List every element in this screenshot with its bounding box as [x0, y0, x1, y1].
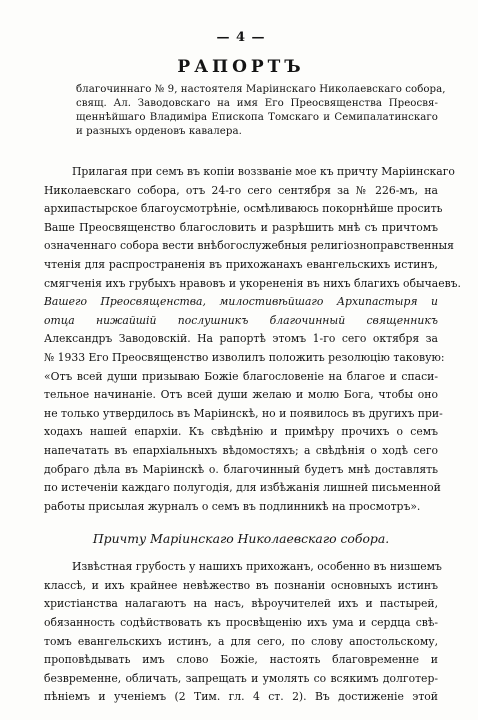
paragraph-line: Прилагая при семъ въ копіи воззваніе мое къ причту Маріинскаго: [72, 165, 455, 178]
paragraph-line: ходахъ нашей епархіи. Къ свѣдѣнію и примѣру прочихъ о семъ: [44, 425, 438, 439]
paragraph-line: Александръ Заводовскій. На рапортѣ этомъ 1-го сего октября за: [44, 332, 438, 346]
section-heading: Причту Маріинскаго Николаевскаго собора.: [92, 531, 390, 547]
subtitle-line: благочиннаго № 9, настоятеля Маріинскаго Николаевскаго собора,: [76, 84, 446, 95]
paragraph-line: добраго дѣла въ Маріинскѣ о. благочинный будетъ мнѣ доставлять: [44, 462, 438, 476]
paragraph-line: напечатать въ епархіальныхъ вѣдомостяхъ; а свѣдѣнія о ходѣ сего: [44, 443, 438, 457]
report-paragraph: [44, 163, 461, 516]
section-line: томъ евангельскихъ истинъ, а для сего, по слову апостольскому,: [44, 634, 438, 648]
subtitle-line: щеннѣйшаго Владиміра Епископа Томскаго и Семипалатинскаго: [76, 112, 438, 123]
paragraph-line: № 1933 Его Преосвященство изволилъ положить резолюцію таковую:: [44, 350, 445, 364]
paragraph-line: Ваше Преосвященство благословить и разрѣшить мнѣ съ причтомъ: [44, 220, 438, 234]
section-line: Извѣстная грубость у нашихъ прихожанъ, особенно въ низшемъ: [72, 560, 442, 574]
subtitle-line: и разныхъ орденовъ кавалера.: [76, 126, 242, 137]
paragraph-line: чтенія для распространенія въ прихожанахъ евангельскихъ истинъ,: [44, 257, 438, 271]
paragraph-line: не только утвердилось въ Маріинскѣ, но и появилось въ другихъ при-: [44, 406, 443, 420]
section-line: проповѣдывать имъ слово Божіе, настоять благовременне и: [44, 653, 438, 667]
section-line: христіанства налагаютъ на насъ, вѣроучителей ихъ и пастырей,: [44, 597, 438, 611]
section-line: пѣніемъ и ученіемъ (2 Тим. гл. 4 ст. 2). Въ достиженіе этой: [44, 690, 438, 704]
subtitle-line: свящ. Ал. Заводовскаго на имя Его Преосвященства Преосвя-: [76, 98, 438, 109]
section-line: безвременне, обличать, запрещать и умолять со всякимъ долготер-: [44, 671, 438, 685]
paragraph-line: по истеченіи каждаго полугодія, для избѣжанія лишней письменной: [44, 481, 441, 495]
paragraph-line: «Отъ всей души призываю Божіе благословеніе на благое и спаси-: [44, 369, 438, 383]
paragraph-line: архипастырское благоусмотрѣніе, осмѣливаюсь покорнѣйше просить: [44, 202, 443, 216]
document-title: РАПОРТЪ: [177, 57, 305, 77]
paragraph-line: означеннаго собора вести внѣбогослужебныя религіозноправственныя: [44, 239, 454, 253]
section-paragraph: [44, 558, 442, 707]
paragraph-line: тельное начинаніе. Отъ всей души желаю и молю Бога, чтобы оно: [44, 388, 438, 402]
section-line: обязанность содѣйствовать къ просвѣщенію ихъ ума и сердца свѣ-: [44, 616, 438, 630]
page-number: — 4 —: [216, 30, 266, 45]
section-line: классѣ, и ихъ крайнее невѣжество въ познаніи основныхъ истинъ: [44, 578, 438, 592]
signature-line: отца нижайшій послушникъ благочинный священникъ: [44, 313, 438, 327]
document-subtitle: [44, 83, 446, 139]
paragraph-line: смягченія ихъ грубыхъ нравовъ и укорененія въ нихъ благихъ обычаевъ.: [44, 276, 461, 290]
paragraph-line: Николаевскаго собора, отъ 24-го сего сентября за № 226-мъ, на: [44, 183, 438, 197]
paragraph-line: работы присылая журналъ о семъ въ подлинникѣ на просмотръ».: [44, 499, 421, 513]
signature-line: Вашего Преосвященства, милостивѣйшаго Архипастыря и: [44, 295, 438, 309]
